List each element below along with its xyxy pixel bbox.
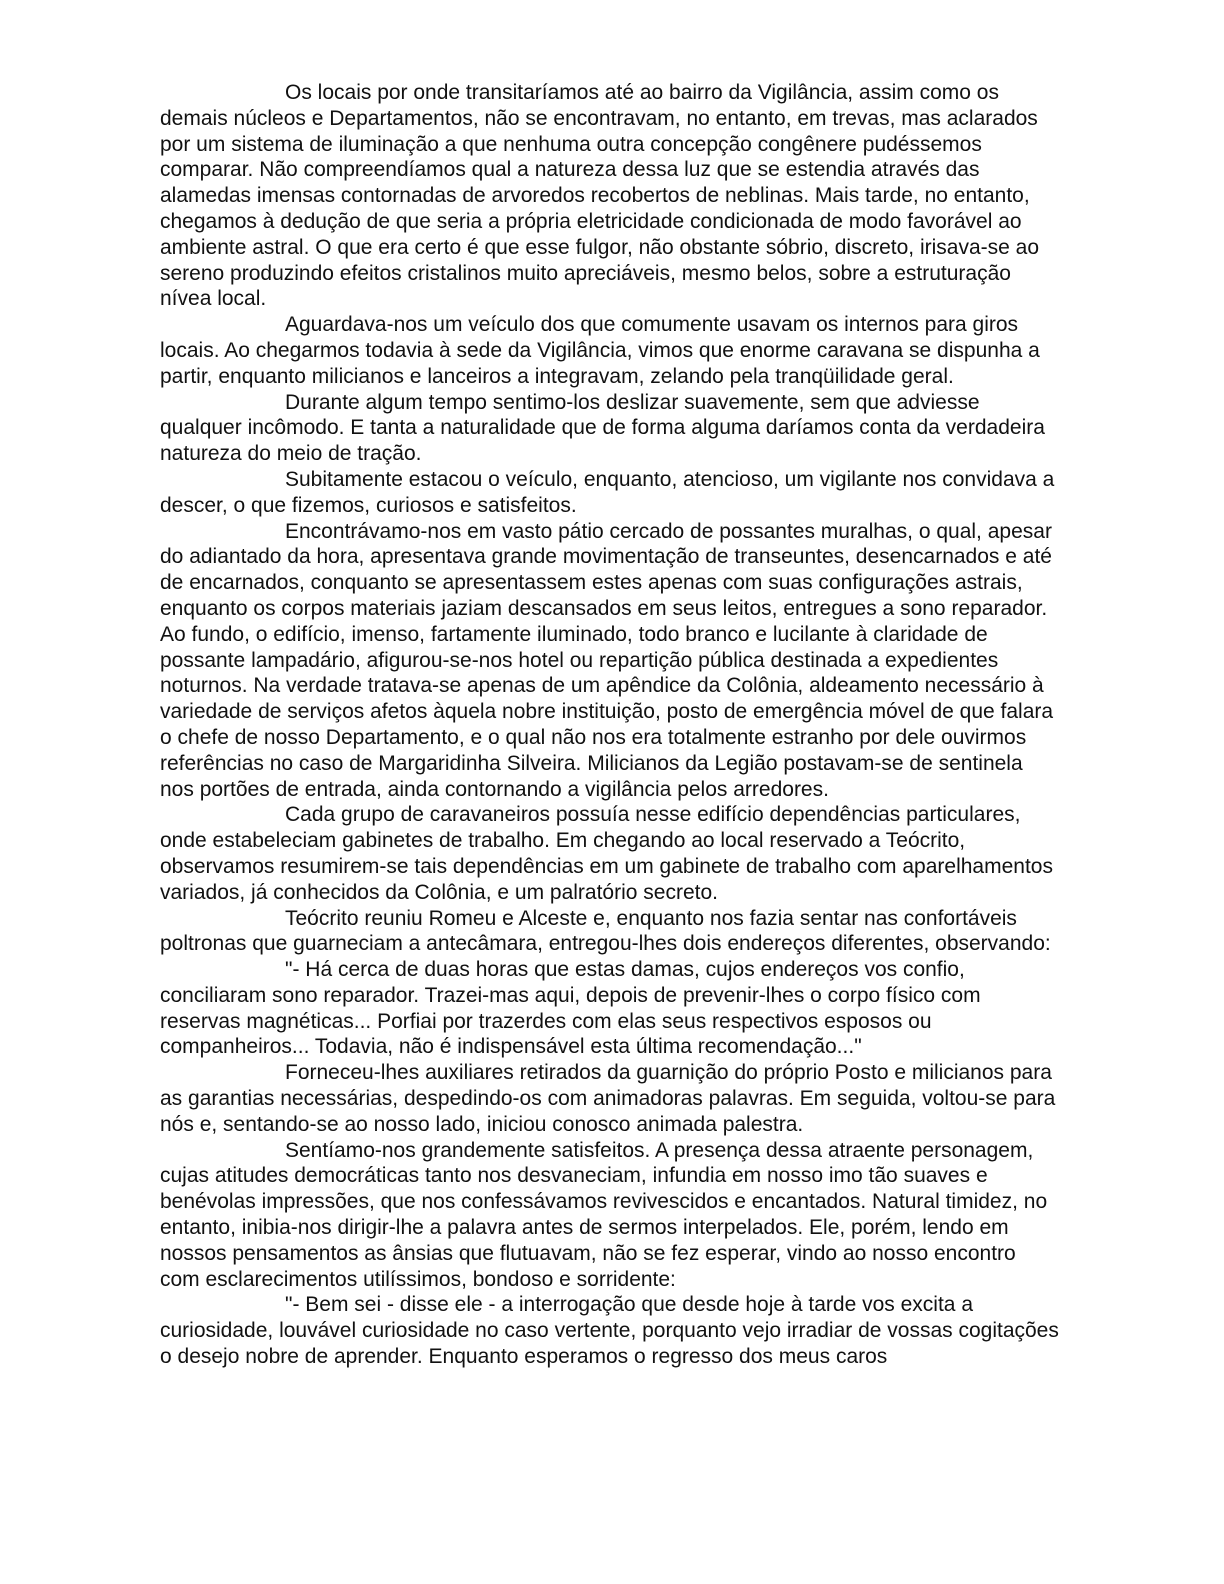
paragraph-5: Encontrávamo-nos em vasto pátio cercado de possantes muralhas, o qual, apesar do adiantado da hora, apresentava grande movimentação de transeuntes, desencarnados e até de encarnados, conquanto se apresentassem estes apenas com suas configurações astrais, enquanto os corpos materiais jaziam descansados em seus leitos, entregues a sono reparador. Ao fundo, o edifício, imenso, fartamente iluminado, todo branco e lucilante à claridade de possante lampadário, afigurou-se-nos hotel ou repartição pública destinada a expedientes noturnos. Na verdade tratava-se apenas de um apêndice da Colônia, aldeamento necessário à variedade de serviços afetos àquela nobre instituição, posto de emergência móvel de que falara o chefe de nosso Departamento, e o qual não nos era totalmente estranho por dele ouvirmos referências no caso de Margaridinha Silveira. Milicianos da Legião postavam-se de sentinela nos portões de entrada, ainda contornando a vigilância pelos arredores. bbox=[160, 519, 1054, 801]
paragraph-11-quote: "- Bem sei - disse ele - a interrogação que desde hoje à tarde vos excita a curiosidade, louvável curiosidade no caso vertente, porquanto vejo irradiar de vossas cogitações o desejo nobre de aprender. Enquanto esperamos o regresso dos meus caros bbox=[160, 1293, 1059, 1369]
paragraph-9: Forneceu-lhes auxiliares retirados da guarnição do próprio Posto e milicianos para as garantias necessárias, despedindo-os com animadoras palavras. Em seguida, voltou-se para nós e, sentando-se ao nosso lado, iniciou conosco animada palestra. bbox=[160, 1061, 1056, 1136]
paragraph-1: Os locais por onde transitaríamos até ao bairro da Vigilância, assim como os demais núcleos e Departamentos, não se encontravam, no entanto, em trevas, mas aclarados por um sistema de iluminação a que nenhuma outra concepção congênere pudéssemos comparar. Não compreendíamos qual a natureza dessa luz que se estendia através das alamedas imensas contornadas de arvoredos recobertos de neblinas. Mais tarde, no entanto, chegamos à dedução de que seria a própria eletricidade condicionada de modo favorável ao ambiente astral. O que era certo é que esse fulgor, não obstante sóbrio, discreto, irisava-se ao sereno produzindo efeitos cristalinos muito apreciáveis, mesmo belos, sobre a estruturação nívea local. bbox=[160, 81, 1039, 311]
paragraph-8-quote: "- Há cerca de duas horas que estas damas, cujos endereços vos confio, conciliaram sono reparador. Trazei-mas aqui, depois de prevenir-lhes o corpo físico com reservas magnéticas... Porfiai por trazerdes com elas seus respectivos esposos ou companheiros... Todavia, não é indispensável esta última recomendação..." bbox=[160, 958, 981, 1059]
paragraph-6: Cada grupo de caravaneiros possuía nesse edifício dependências particulares, onde estabeleciam gabinetes de trabalho. Em chegando ao local reservado a Teócrito, observamos resumirem-se tais dependências em um gabinete de trabalho com aparelhamentos variados, já conhecidos da Colônia, e um palratório secreto. bbox=[160, 803, 1053, 904]
paragraph-10: Sentíamo-nos grandemente satisfeitos. A presença dessa atraente personagem, cujas atitudes democráticas tanto nos desvaneciam, infundia em nosso imo tão suaves e benévolas impressões, que nos confessávamos revivescidos e encantados. Natural timidez, no entanto, inibia-nos dirigir-lhe a palavra antes de sermos interpelados. Ele, porém, lendo em nossos pensamentos as ânsias que flutuavam, não se fez esperar, vindo ao nosso encontro com esclarecimentos utilíssimos, bondoso e sorridente: bbox=[160, 1138, 1048, 1291]
paragraph-3: Durante algum tempo sentimo-los deslizar suavemente, sem que adviesse qualquer incômodo. E tanta a naturalidade que de forma alguma daríamos conta da verdadeira natureza do meio de tração. bbox=[160, 390, 1045, 466]
paragraph-2: Aguardava-nos um veículo dos que comumente usavam os internos para giros locais. Ao chegarmos todavia à sede da Vigilância, vimos que enorme caravana se dispunha a partir, enquanto milicianos e lanceiros a integravam, zelando pela tranqüilidade geral. bbox=[160, 313, 1040, 388]
paragraph-4: Subitamente estacou o veículo, enquanto, atencioso, um vigilante nos convidava a descer, o que fizemos, curiosos e satisfeitos. bbox=[160, 467, 1055, 517]
paragraph-7: Teócrito reuniu Romeu e Alceste e, enquanto nos fazia sentar nas confortáveis poltronas que guarneciam a antecâmara, entregou-lhes dois endereços diferentes, observando: bbox=[160, 906, 1051, 956]
body-text bbox=[160, 80, 1060, 1370]
